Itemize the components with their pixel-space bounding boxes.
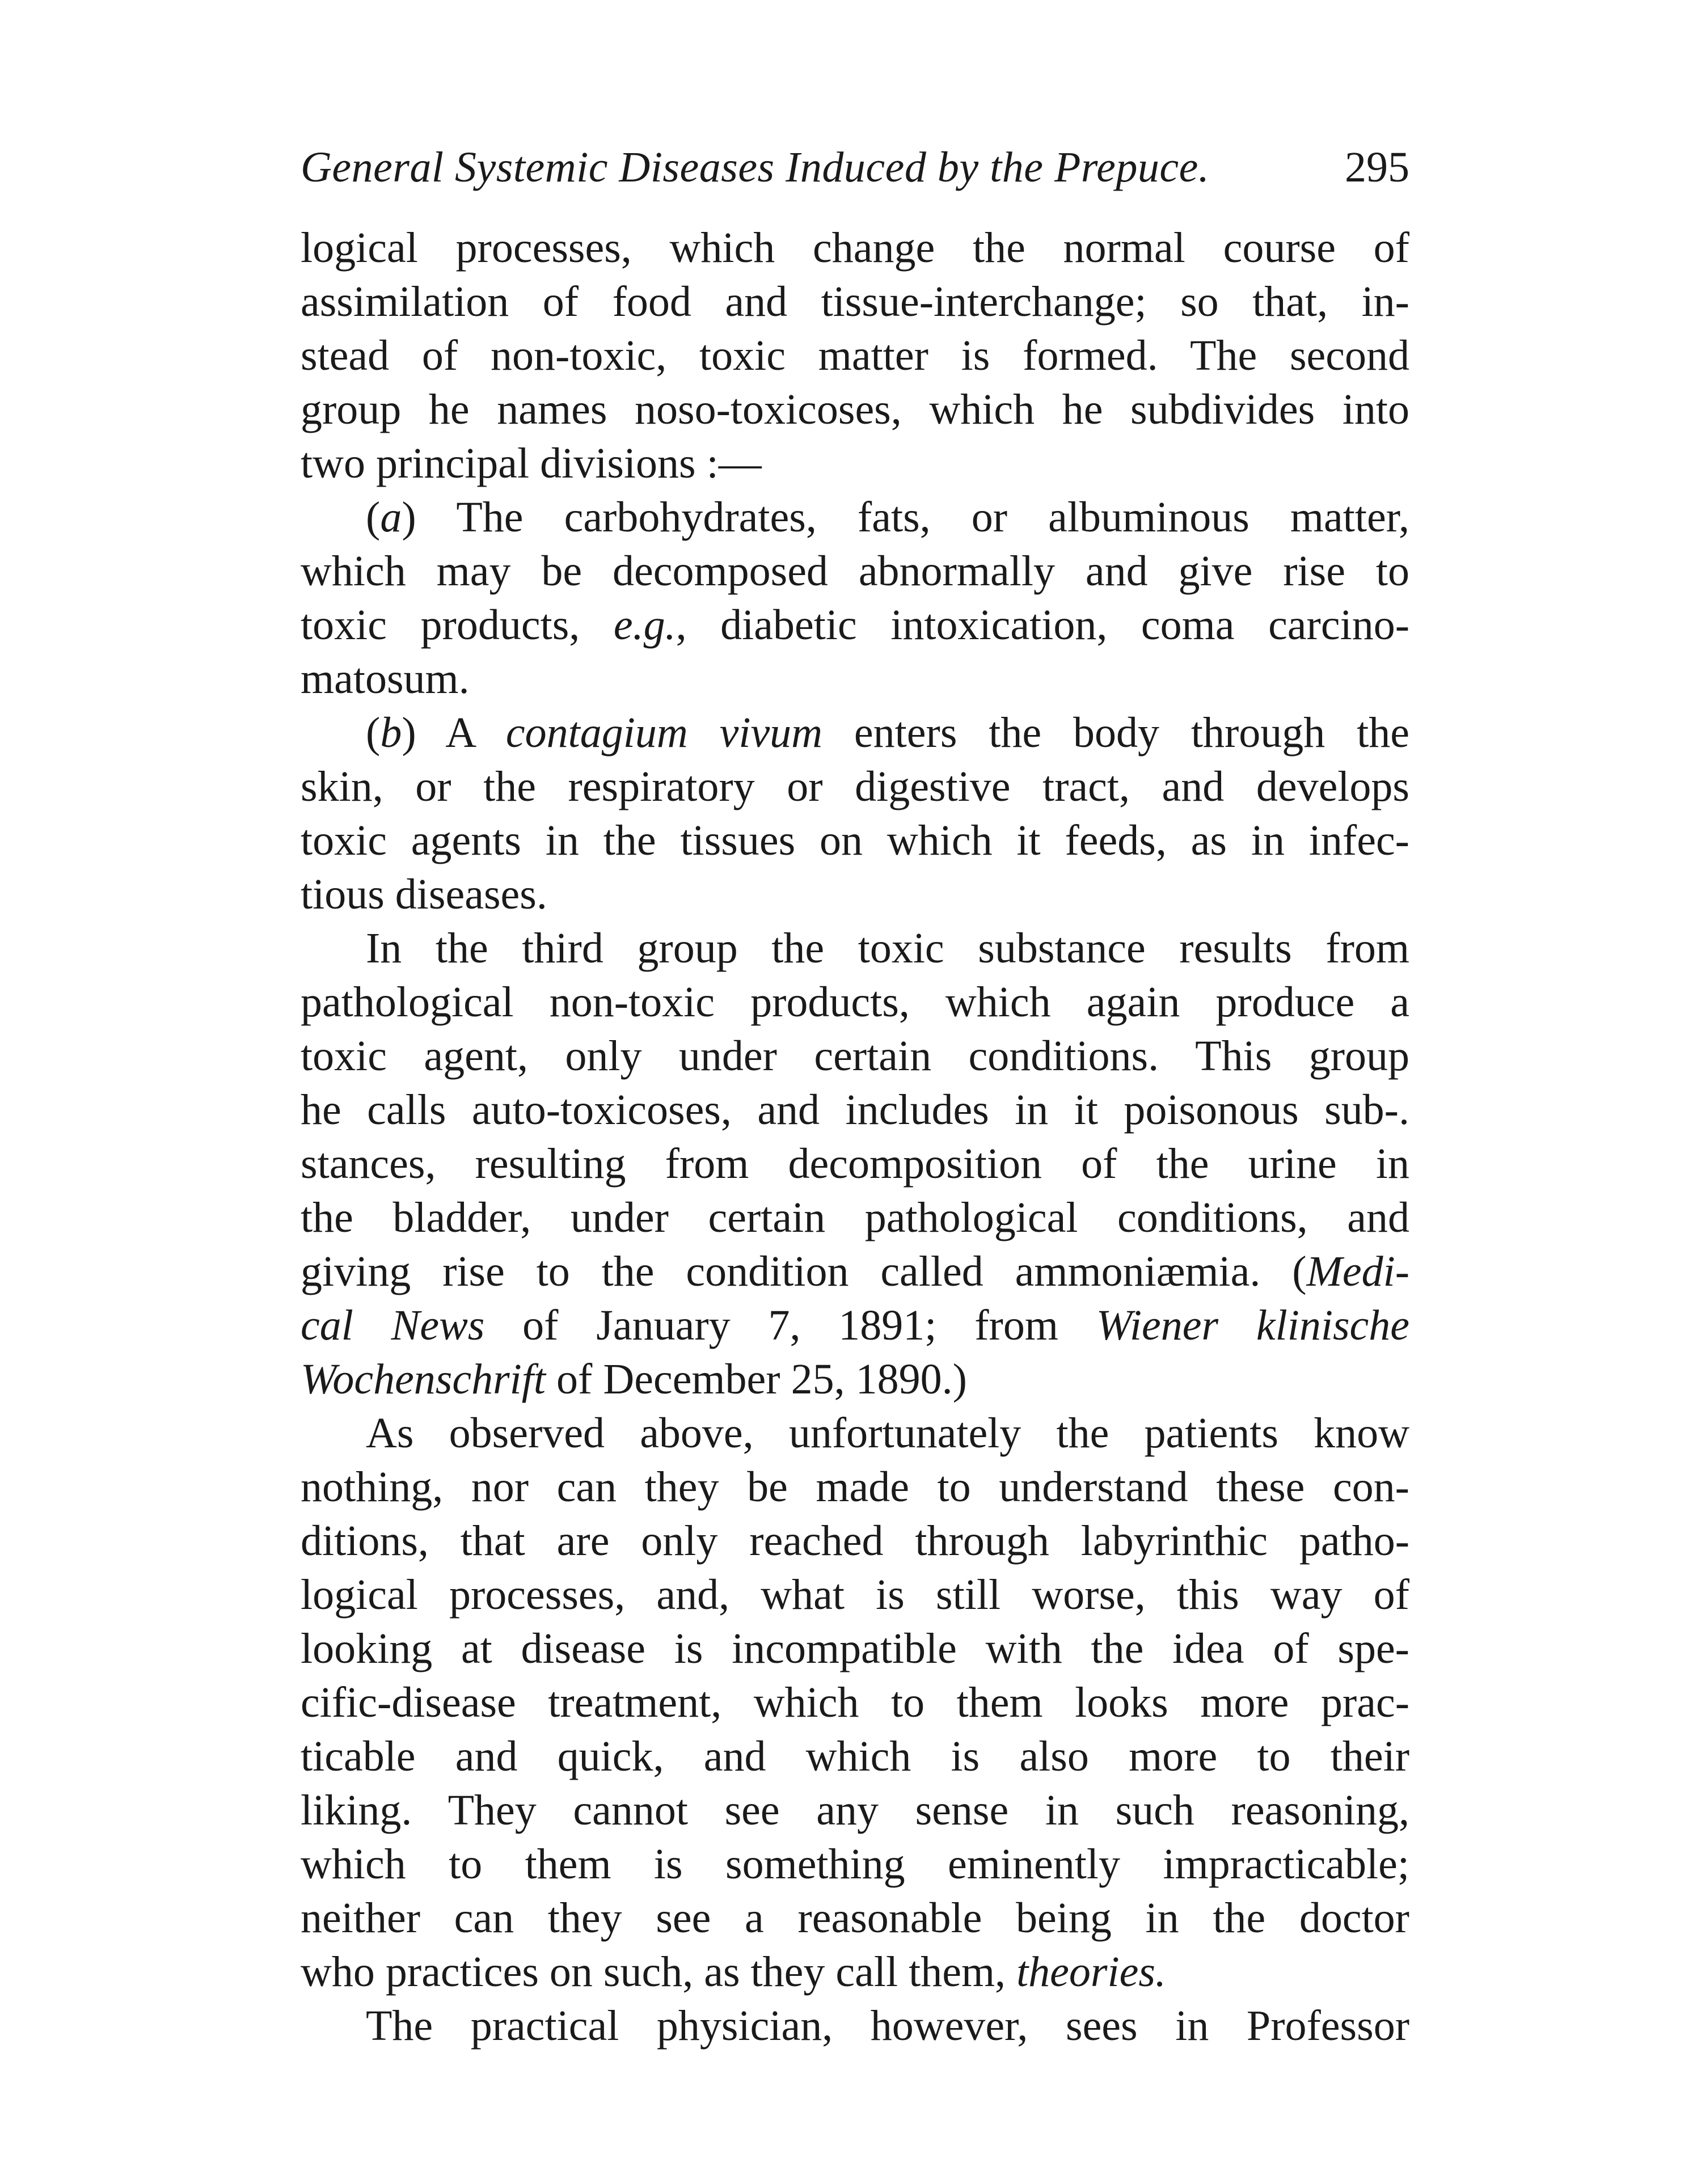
text-line bbox=[301, 706, 1409, 760]
text-segment: logical processes, and, what is still worse, this way of bbox=[301, 1571, 1409, 1619]
text-segment: ticable and quick, and which is also more to their bbox=[301, 1733, 1409, 1780]
text-line bbox=[301, 922, 1409, 975]
text-line bbox=[301, 275, 1409, 329]
text-segment: group he names noso-toxicoses, which he subdivides into bbox=[301, 386, 1409, 433]
text-segment: logical processes, which change the normal course of bbox=[301, 224, 1409, 272]
italic-text: Wiener klinische bbox=[1096, 1302, 1409, 1349]
page-number: 295 bbox=[1345, 143, 1409, 191]
italic-text: contagium vivum bbox=[505, 709, 823, 757]
text-segment: toxic agents in the tissues on which it feeds, as in infec- bbox=[301, 817, 1409, 864]
text-line bbox=[301, 1029, 1409, 1083]
text-segment: The practical physician, however, sees in Professor bbox=[366, 2002, 1409, 2050]
text-line bbox=[301, 598, 1409, 652]
running-head bbox=[301, 136, 1409, 198]
italic-text: Wochenschrift bbox=[301, 1355, 546, 1403]
text-line bbox=[301, 1191, 1409, 1245]
running-title: General Systemic Diseases Induced by the Prepuce. bbox=[301, 143, 1210, 191]
text-segment: tious diseases. bbox=[301, 871, 547, 918]
text-line bbox=[301, 1514, 1409, 1568]
italic-text: b bbox=[380, 709, 402, 757]
text-segment: ( bbox=[366, 709, 381, 757]
text-segment: nothing, nor can they be made to understand these con- bbox=[301, 1463, 1409, 1511]
text-line bbox=[301, 1622, 1409, 1676]
text-line bbox=[301, 1945, 1409, 1999]
text-line bbox=[301, 760, 1409, 814]
text-line bbox=[301, 1406, 1409, 1460]
text-line bbox=[301, 491, 1409, 544]
text-segment: liking. They cannot see any sense in such reasoning, bbox=[301, 1786, 1409, 1834]
text-segment: of January 7, 1891; from bbox=[484, 1302, 1096, 1349]
text-segment: toxic agent, only under certain conditions. This group bbox=[301, 1032, 1409, 1080]
text-line bbox=[301, 1730, 1409, 1784]
text-line bbox=[301, 1891, 1409, 1945]
text-segment: , diabetic intoxication, coma carcino- bbox=[676, 601, 1409, 649]
text-line bbox=[301, 1568, 1409, 1622]
italic-text: e.g. bbox=[613, 601, 676, 649]
body-text bbox=[301, 221, 1409, 2053]
text-segment: assimilation of food and tissue-interchange; so that, in- bbox=[301, 278, 1409, 326]
text-line bbox=[301, 1837, 1409, 1891]
text-line bbox=[301, 1299, 1409, 1353]
text-segment: of December 25, 1890.) bbox=[546, 1355, 967, 1403]
text-segment: toxic products, bbox=[301, 601, 614, 649]
text-segment: skin, or the respiratory or digestive tract, and develops bbox=[301, 763, 1409, 810]
text-segment: ) The carbohydrates, fats, or albuminous matter, bbox=[402, 493, 1409, 541]
text-segment: who practices on such, as they call them, bbox=[301, 1948, 1017, 1996]
text-line bbox=[301, 1353, 1409, 1406]
text-segment: stances, resulting from decomposition of the urine in bbox=[301, 1140, 1409, 1188]
text-line bbox=[301, 1137, 1409, 1191]
text-line bbox=[301, 329, 1409, 383]
text-segment: neither can they see a reasonable being in the doctor bbox=[301, 1894, 1409, 1942]
text-segment: enters the body through the bbox=[822, 709, 1410, 757]
italic-text: Medi- bbox=[1306, 1248, 1409, 1295]
text-segment: ( bbox=[366, 493, 381, 541]
text-segment: matosum. bbox=[301, 655, 470, 703]
text-line bbox=[301, 1245, 1409, 1299]
text-segment: which to them is something eminently impracticable; bbox=[301, 1840, 1409, 1888]
text-segment: which may be decomposed abnormally and give rise to bbox=[301, 547, 1409, 595]
text-line bbox=[301, 1460, 1409, 1514]
text-segment: pathological non-toxic products, which again produce a bbox=[301, 978, 1409, 1026]
text-line bbox=[301, 1676, 1409, 1730]
text-line bbox=[301, 437, 1409, 491]
text-line bbox=[301, 1999, 1409, 2053]
italic-text: theories. bbox=[1016, 1948, 1166, 1996]
text-segment: he calls auto-toxicoses, and includes in it poisonous sub-. bbox=[301, 1086, 1409, 1134]
text-line bbox=[301, 221, 1409, 275]
text-line bbox=[301, 1784, 1409, 1837]
text-segment: In the third group the toxic substance results from bbox=[366, 924, 1409, 972]
text-line bbox=[301, 814, 1409, 868]
text-segment: stead of non-toxic, toxic matter is formed. The second bbox=[301, 332, 1409, 379]
text-segment: ditions, that are only reached through labyrinthic patho- bbox=[301, 1517, 1409, 1565]
italic-text: a bbox=[380, 493, 402, 541]
text-segment: cific-disease treatment, which to them looks more prac- bbox=[301, 1679, 1409, 1726]
text-line bbox=[301, 868, 1409, 922]
text-line bbox=[301, 652, 1409, 706]
text-line bbox=[301, 544, 1409, 598]
text-segment: giving rise to the condition called ammoniæmia. ( bbox=[301, 1248, 1307, 1295]
text-line bbox=[301, 1083, 1409, 1137]
text-segment: ) A bbox=[402, 709, 506, 757]
italic-text: cal News bbox=[301, 1302, 485, 1349]
text-segment: two principal divisions :— bbox=[301, 440, 762, 487]
text-segment: the bladder, under certain pathological conditions, and bbox=[301, 1194, 1409, 1241]
text-segment: looking at disease is incompatible with the idea of spe- bbox=[301, 1625, 1409, 1672]
text-line bbox=[301, 975, 1409, 1029]
text-line bbox=[301, 383, 1409, 437]
text-segment: As observed above, unfortunately the patients know bbox=[366, 1409, 1409, 1457]
